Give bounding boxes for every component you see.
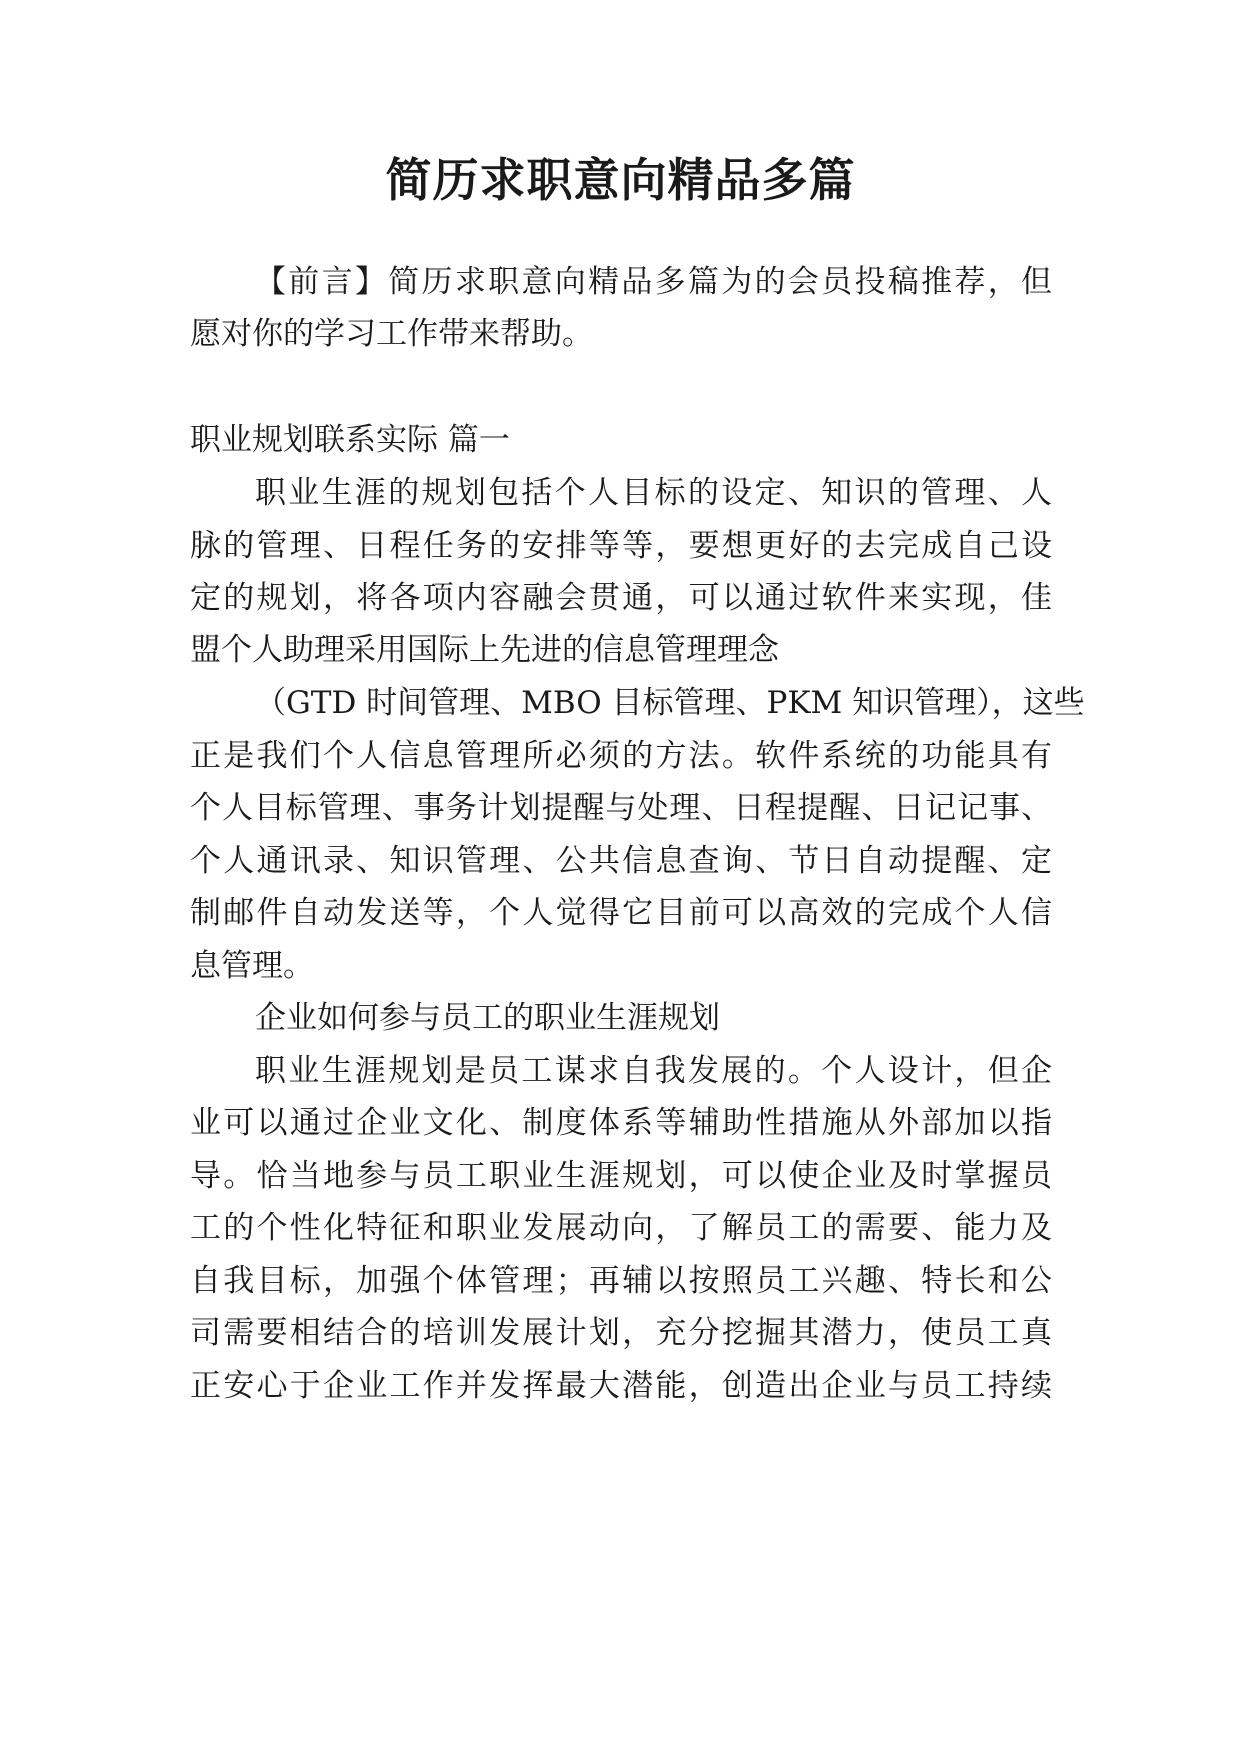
document-title: 简历求职意向精品多篇 [385,153,856,207]
paragraph-line: 制邮件自动发送等，个人觉得它目前可以高效的完成个人信 [190,895,1052,931]
paragraph-line: 个人通讯录、知识管理、公共信息查询、节日自动提醒、定 [190,843,1052,879]
paragraph-line: 司需要相结合的培训发展计划，充分挖掘其潜力，使员工真 [190,1315,1052,1351]
paragraph-line: 工的个性化特征和职业发展动向，了解员工的需要、能力及 [190,1210,1052,1246]
paragraph-line: 导。恰当地参与员工职业生涯规划，可以使企业及时掌握员 [190,1158,1052,1194]
paragraph-line: 盟个人助理采用国际上先进的信息管理理念 [190,632,779,668]
paragraph-line: 正安心于企业工作并发挥最大潜能，创造出企业与员工持续 [190,1368,1052,1404]
paragraph-line: 业可以通过企业文化、制度体系等辅助性措施从外部加以指 [190,1105,1052,1141]
subheading: 企业如何参与员工的职业生涯规划 [255,1000,720,1036]
section-heading: 职业规划联系实际 篇一 [190,422,510,458]
paragraph-line: 定的规划，将各项内容融会贯通，可以通过软件来实现，佳 [190,580,1052,616]
preface-line-1: 【前言】简历求职意向精品多篇为的会员投稿推荐，但 [255,264,1052,300]
paragraph-line: 脉的管理、日程任务的安排等等，要想更好的去完成自己设 [190,528,1052,564]
preface-line-2: 愿对你的学习工作带来帮助。 [190,316,593,352]
paragraph-line: 息管理。 [190,948,314,984]
paragraph-line: 职业生涯规划是员工谋求自我发展的。个人设计，但企 [255,1053,1052,1089]
paragraph-line: 职业生涯的规划包括个人目标的设定、知识的管理、人 [255,475,1052,511]
paragraph-line: 个人目标管理、事务计划提醒与处理、日程提醒、日记记事、 [190,790,1052,826]
paragraph-line: 正是我们个人信息管理所必须的方法。软件系统的功能具有 [190,738,1052,774]
paragraph-line: 自我目标，加强个体管理；再辅以按照员工兴趣、特长和公 [190,1263,1052,1299]
paragraph-line: （GTD 时间管理、MBO 目标管理、PKM 知识管理），这些 [255,685,1085,721]
